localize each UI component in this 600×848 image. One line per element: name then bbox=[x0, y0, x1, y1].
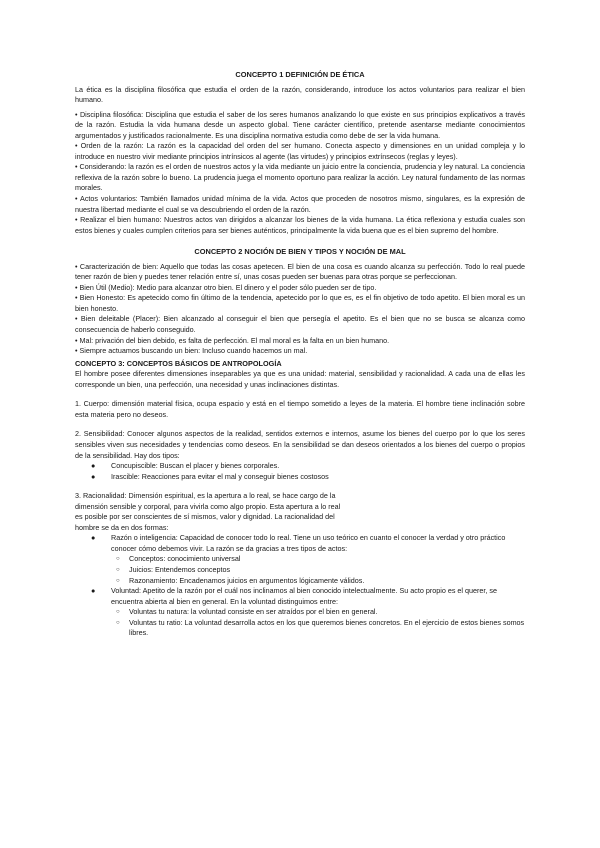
racionalidad-line: hombre se da en dos formas: bbox=[75, 522, 169, 532]
razon-text: Razón o inteligencia: Capacidad de conocer todo lo real. Tiene un uso teórico en cuanto el conocer la verdad y otro práctico conocer cómo debemos vivir. La razón se da gracias a tres tipos de actos: bbox=[111, 533, 506, 553]
irascible-text: Irascible: Reacciones para evitar el mal y conseguir bienes costosos bbox=[111, 471, 329, 481]
racionalidad-line: es posible por ser conscientes de sí mismos, valor y dignidad. La racionalidad del bbox=[75, 512, 335, 522]
list-item bbox=[75, 586, 525, 607]
concept-1-item: • Disciplina filosófica: Disciplina que estudia el saber de los seres humanos analizando lo que existe en sus principios explicativos a través de la razón. Estudia la vida humana desde un aspecto global. Tiene carácter científico, pretende asentarse mediante conocimientos argumentados y justificados racionalmente. Es una disciplina normativa estudia como debe de ser la vida humana. bbox=[75, 109, 525, 140]
concept-1-item: • Actos voluntarios: También llamados unidad mínima de la vida. Actos que proceden de nosotros mismo, singulares, es la expresión de nuestra libertad mediante el cual se va descubriendo el orden de la razón. bbox=[75, 194, 525, 214]
sub-list-item bbox=[75, 607, 525, 618]
list-item bbox=[75, 461, 525, 472]
concept-2-item: • Bien Útil (Medio): Medio para alcanzar otro bien. El dinero y el poder sólo pueden ser de tipo. bbox=[75, 282, 377, 292]
concept-3-racionalidad bbox=[75, 491, 385, 533]
circle-bullet-icon: ○ bbox=[116, 556, 120, 563]
sub-list-item bbox=[75, 554, 525, 565]
racionalidad-line: dimensión sensible y corporal, para vivirla como algo propio. Esta apertura a lo real bbox=[75, 501, 341, 511]
concept-1-item: • Realizar el bien humano: Nuestros actos van dirigidos a alcanzar los bienes de la vida humana. La ética reflexiona y estudia cuales son estos bienes y cuales cumplen criterios para ser bienes auténticos, principalmente la vida buena que es el bien supremo del hombre. bbox=[75, 215, 525, 235]
voluntad-type-text: Voluntas tu natura: la voluntad consiste en ser atraídos por el bien en general. bbox=[129, 607, 378, 617]
concept-1-intro: La ética es la disciplina filosófica que estudia el orden de la razón, considerando, introduce los actos voluntarios para realizar el bien humano. bbox=[75, 84, 525, 105]
document-page bbox=[75, 70, 525, 639]
voluntad-type-text: Voluntas tu ratio: La voluntad desarrolla actos en los que queremos bienes concretos. En el ejercicio de estos bienes somos libres. bbox=[129, 617, 525, 638]
voluntad-text: Voluntad: Apetito de la razón por el cuál nos inclinamos al bien conocido intelectualmente. Su acto propio es el querer, se encuentra abierta al bien en general. En la voluntad distinguimos entre: bbox=[111, 586, 497, 606]
concept-2-item: • Mal: privación del bien debido, es falta de perfección. El mal moral es la falta en un bien humano. bbox=[75, 335, 390, 345]
bullet-icon: ● bbox=[91, 533, 96, 543]
concept-2-title: CONCEPTO 2 NOCIÓN DE BIEN Y TIPOS Y NOCIÓN DE MAL bbox=[194, 247, 406, 257]
list-item bbox=[75, 472, 525, 483]
sub-list-item bbox=[75, 565, 525, 576]
sub-list-item bbox=[75, 618, 525, 639]
concept-1-title: CONCEPTO 1 DEFINICIÓN DE ÉTICA bbox=[235, 70, 365, 79]
concept-2-item: • Bien deleitable (Placer): Bien alcanzado al conseguir el bien que persegía el apetito. Es el bien que no se busca se alcanza como consecuencia de haberlo conseguido. bbox=[75, 314, 525, 335]
concept-2-item: • Siempre actuamos buscando un bien: Incluso cuando hacemos un mal. bbox=[75, 346, 308, 356]
concupiscible-text: Concupiscible: Buscan el placer y bienes corporales. bbox=[111, 461, 280, 471]
concept-2-item: • Caracterización de bien: Aquello que todas las cosas apetecen. El bien de una cosa es cuando alcanza su perfección. Todo lo real puede tener razón de bien y puedes tener relación entre sí, unas cosas pueden ser buenas para otras porque se perfeccionan. bbox=[75, 261, 525, 282]
circle-bullet-icon: ○ bbox=[116, 609, 120, 616]
concept-3-title: CONCEPTO 3: CONCEPTOS BÁSICOS DE ANTROPOLOGÍA bbox=[75, 358, 282, 368]
list-item bbox=[75, 533, 525, 554]
circle-bullet-icon: ○ bbox=[116, 566, 120, 573]
concept-3-intro: El hombre posee diferentes dimensiones inseparables ya que es una unidad: material, sensibilidad y racionalidad. A cada una de ellas les corresponde un bien, una perfección, una necesidad y unas inclinaciones distintas. bbox=[75, 369, 525, 389]
circle-bullet-icon: ○ bbox=[116, 577, 120, 584]
sub-list-item bbox=[75, 576, 525, 587]
razon-act-text: Conceptos: conocimiento universal bbox=[129, 554, 241, 564]
concept-1-item: • Orden de la razón: La razón es la capacidad del orden del ser humano. Conecta aspecto y dimensiones en un unidad compleja y lo introduce en nuestro vivir mediante principios intrínsicos al agente (las virtudes) y principios extrínsecos (reglas y leyes). bbox=[75, 141, 525, 161]
racionalidad-line: 3. Racionalidad: Dimensión espiritual, es la apertura a lo real, se hace cargo de la bbox=[75, 491, 336, 501]
bullet-icon: ● bbox=[91, 586, 96, 596]
razon-act-text: Juicios: Entendemos conceptos bbox=[129, 564, 231, 574]
bullet-icon: ● bbox=[91, 471, 96, 481]
concept-3-sensibilidad: 2. Sensibilidad: Conocer algunos aspectos de la realidad, sentidos externos e internos, asume los bienes del cuerpo por lo que los seres sensibles viven sus necesidades y tendencias como deseos. En la sensibilidad se dan deseos orientados a los bienes del cuerpo o propios de la sensibilidad. Hay dos tipos: bbox=[75, 429, 525, 460]
bullet-icon: ● bbox=[91, 461, 96, 471]
razon-act-text: Razonamiento: Encadenamos juicios en argumentos lógicamente válidos. bbox=[129, 575, 365, 585]
circle-bullet-icon: ○ bbox=[116, 619, 120, 626]
concept-1-item: • Considerando: la razón es el orden de nuestros actos y la vida mediante un juicio entre la conciencia, prudencia y ley natural. La conciencia reflexiva de la razón sobre lo bueno. La prudencia juega el momento oportuno para realizar la acción. Ley natural fundamento de las normas morales. bbox=[75, 162, 525, 193]
concept-2-item: • Bien Honesto: Es apetecido como fin último de la tendencia, apetecido por lo que es, es el fin objetivo de todo apetito. El bien moral es un bien honesto. bbox=[75, 293, 525, 313]
concept-3-cuerpo: 1. Cuerpo: dimensión material física, ocupa espacio y está en el tiempo sometido a leyes de la materia. El hombre tiene inclinación sobre esta materia pero no deseos. bbox=[75, 399, 525, 419]
